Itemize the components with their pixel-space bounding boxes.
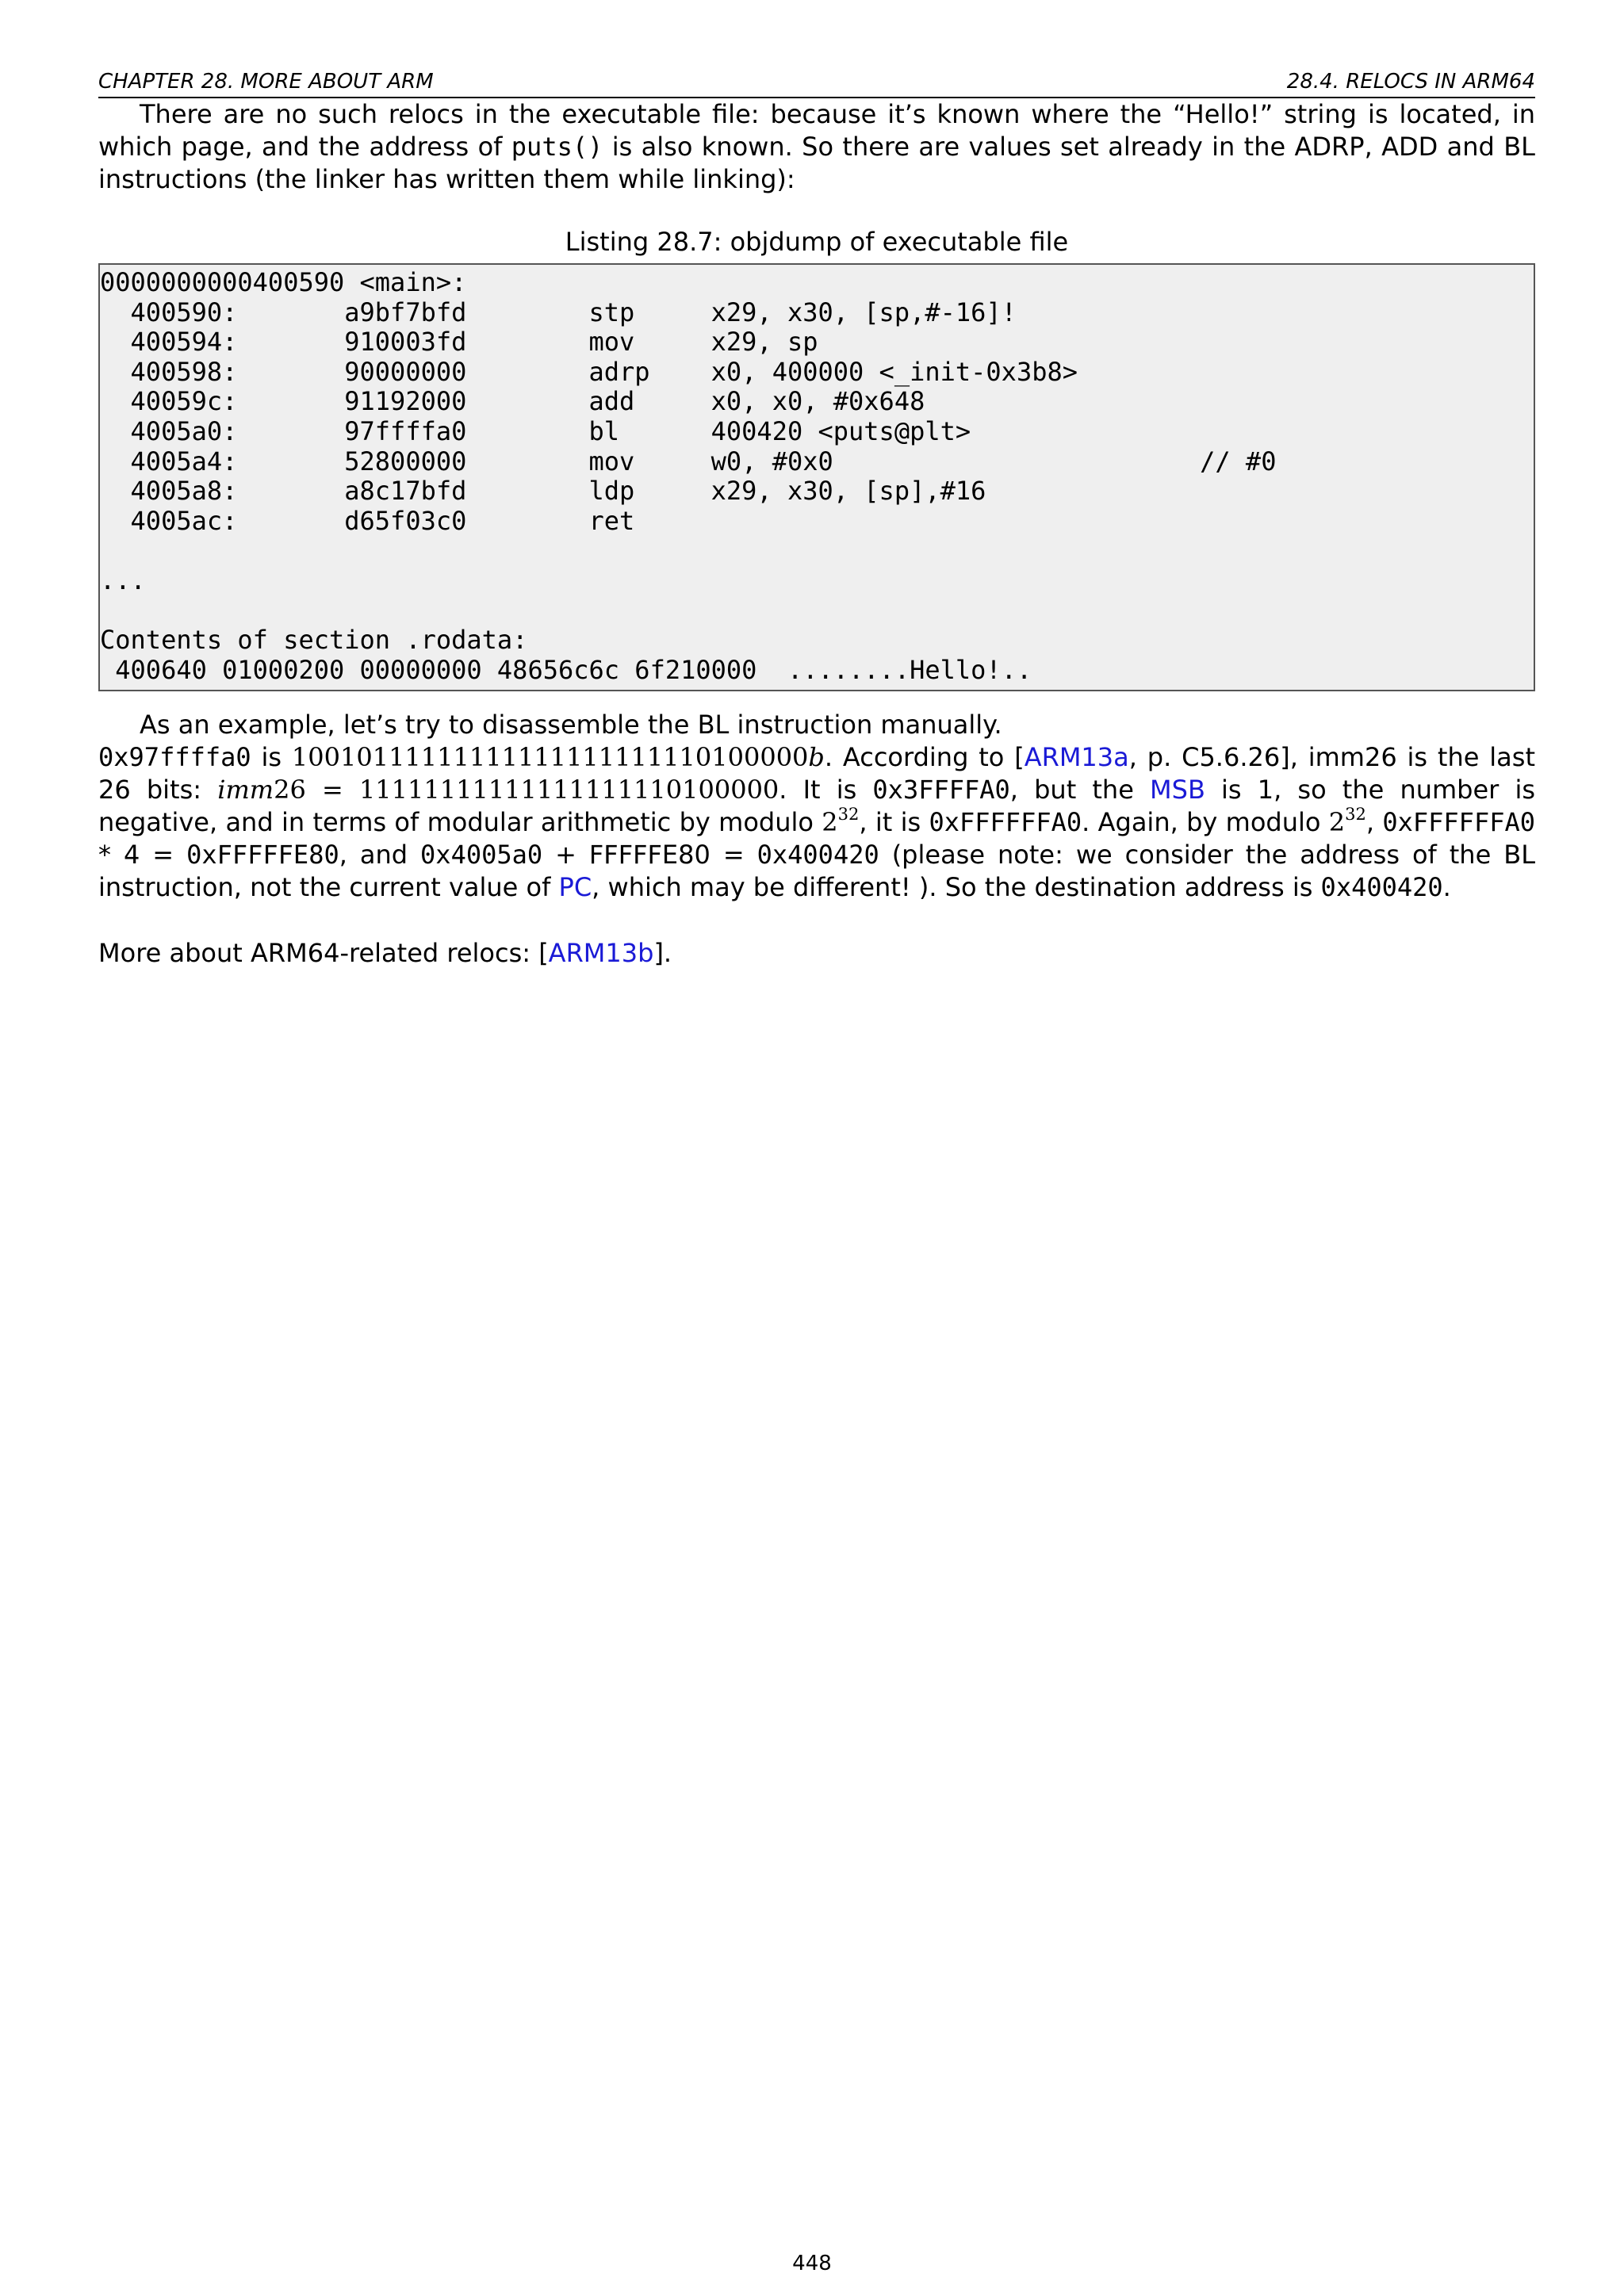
text: * 4 =	[98, 840, 187, 871]
math-binary	[292, 742, 825, 772]
text: . It is	[779, 775, 873, 806]
citation-link-arm13a[interactable]: ARM13a	[1024, 742, 1129, 773]
math-power	[1329, 807, 1366, 837]
paragraph-bl-disassembly	[98, 741, 1535, 904]
paragraph-intro: As an example, let’s try to disassemble the BL instruction manually.	[140, 710, 1002, 740]
code-inline: 0xFFFFFFA0	[929, 807, 1082, 838]
text: is 1, so the number is negative, and in terms of modular arithmetic by modulo	[98, 775, 1536, 838]
text: , it is	[859, 807, 929, 838]
code-inline: 0x3FFFFA0	[872, 775, 1010, 806]
binary-value: 10010111111111111111111110100000	[291, 742, 809, 773]
code-inline: 0x4005a0	[420, 840, 543, 871]
paragraph-relocs-executable	[98, 98, 1535, 196]
math-base: 2	[1328, 807, 1346, 838]
code-listing	[98, 263, 1535, 691]
page-number: 448	[792, 2252, 832, 2275]
text: , but the	[1009, 775, 1151, 806]
math-eq: =	[305, 775, 359, 806]
text: . Again, by modulo	[1082, 807, 1329, 838]
binary-suffix: b	[808, 742, 825, 773]
math-imm26	[217, 775, 779, 805]
objdump-output: 0000000000400590 <main>: 400590: a9bf7bfd stp x29, x30, [sp,#-16]! 400594: 910003fd mov x29, sp 400598: 90000000 adrp x0, 400000 <_init-0x3b8> 40059c: 91192000 add x0, x0, #0x648 4005a0: 97ffffa0 bl 400420 <puts@plt> 4005a4: 52800000 mov w0, #0x0 // #0 4005a8: a8c17bfd ldp x29, x30, [sp],#16 4005ac: d65f03c0 ret ... Contents of section .rodata: 400640 01000200 00000000 48656c6c 6f210000 ........Hello!..	[100, 267, 1277, 685]
math-exponent: 32	[1345, 805, 1366, 825]
text: , p. C5.6.26], imm26 is the last 26 bits:	[98, 742, 1535, 806]
text: + FFFFFE80 =	[542, 840, 757, 871]
text: . According to [	[824, 742, 1025, 773]
text: ,	[1365, 807, 1383, 838]
document-page	[98, 68, 1535, 970]
text: , and	[339, 840, 421, 871]
glossary-link-msb[interactable]: MSB	[1150, 775, 1205, 806]
math-var: imm	[217, 775, 274, 806]
citation-link-arm13b[interactable]: ARM13b	[548, 938, 654, 969]
math-base: 2	[822, 807, 838, 838]
chapter-title: CHAPTER 28. MORE ABOUT ARM	[98, 70, 434, 94]
glossary-link-pc[interactable]: PC	[558, 872, 592, 903]
running-header	[98, 68, 1535, 98]
code-inline: 0xFFFFFE80	[186, 840, 339, 871]
text: ].	[653, 938, 672, 969]
code-inline: 0xFFFFFFA0	[1382, 807, 1535, 838]
text: (please note: we consider the address of the BL instruction, not the current value of	[98, 840, 1536, 903]
binary-value: 11111111111111111110100000	[358, 775, 779, 806]
section-title: 28.4. RELOCS IN ARM64	[1286, 70, 1535, 94]
code-inline: 0x97ffffa0	[98, 742, 251, 773]
math-num: 26	[274, 775, 306, 806]
text: is	[251, 742, 292, 773]
math-exponent: 32	[837, 805, 860, 825]
text: .	[1442, 872, 1451, 903]
code-inline: puts()	[511, 132, 603, 162]
code-inline: 0x400420	[1320, 872, 1443, 903]
text: , which may be different! ). So the destination address is	[592, 872, 1321, 903]
text: More about ARM64-related relocs: [	[98, 938, 549, 969]
paragraph-more-relocs	[98, 937, 1535, 970]
text: is also known. So there are values set already in the ADRP, ADD and BL instructions (the linker has written them while linking):	[98, 132, 1536, 194]
listing-caption: Listing 28.7: objdump of executable file	[565, 227, 1069, 257]
math-power	[822, 807, 859, 837]
code-inline: 0x400420	[756, 840, 879, 871]
text: There are no such relocs in the executable file: because it’s known where the “Hello!” string is located, in which page, and the address of	[98, 99, 1535, 162]
